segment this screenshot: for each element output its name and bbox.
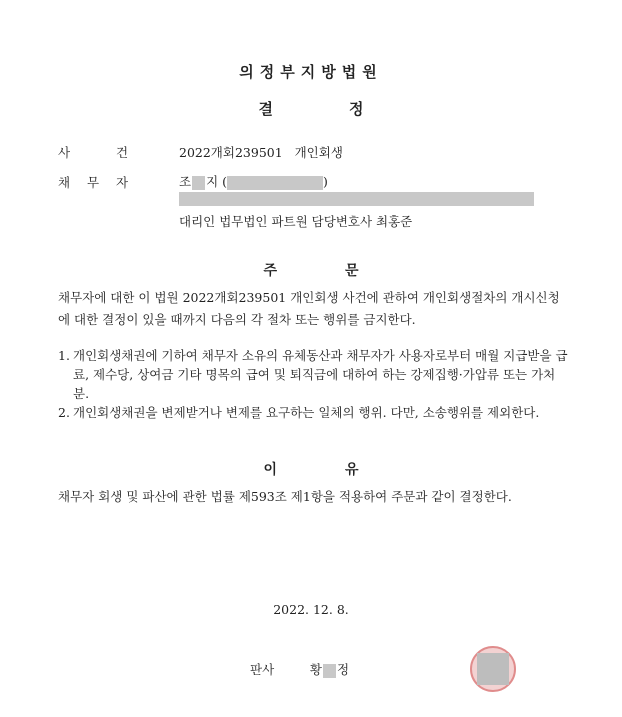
order-item-text: 개인회생채권에 기하여 채무자 소유의 유체동산과 채무자가 사용자로부터 매월 지급받을 급료, 제수당, 상여금 기타 명목의 급여 및 퇴직금에 대하여 하는 강제집행·가압류 또는 가처분.	[73, 348, 568, 401]
decision-date: 2022. 12. 8.	[273, 602, 349, 617]
case-label-char-3: 건	[116, 145, 129, 160]
reason-heading-left: 이	[263, 462, 277, 478]
order-item	[58, 403, 568, 422]
court-name: 의정부지방법원	[239, 63, 383, 81]
court-seal-stamp	[470, 646, 516, 692]
judge-name-first: 황	[309, 662, 322, 677]
reason-heading	[0, 459, 622, 479]
case-label	[58, 143, 145, 161]
order-item-number: 1.	[58, 348, 70, 363]
order-heading	[0, 260, 622, 280]
judge-name-last: 정	[337, 662, 350, 677]
redacted-id-number	[227, 176, 323, 190]
debtor-label-char-2: 무	[87, 175, 100, 190]
judge-title: 판사	[250, 662, 275, 677]
order-intro: 채무자에 대한 이 법원 2022개회239501 개인회생 사건에 관하여 개인회생절차의 개시신청에 대한 결정이 있을 때까지 다음의 각 절차 또는 행위를 금지한다.	[58, 290, 560, 327]
document-title	[0, 98, 622, 119]
order-list	[58, 346, 568, 422]
debtor-name-first: 조	[179, 174, 192, 189]
redacted-name-char	[192, 176, 205, 190]
reason-heading-right: 유	[345, 462, 359, 478]
document-title-left: 결	[258, 100, 273, 118]
redacted-seal	[477, 653, 509, 685]
debtor-label-char-1: 채	[58, 175, 71, 190]
reason-text: 채무자 회생 및 파산에 관한 법률 제593조 제1항을 적용하여 주문과 같이 결정한다.	[58, 489, 512, 504]
case-number: 2022개회239501	[179, 145, 283, 160]
order-item	[58, 346, 568, 403]
order-item-number: 2.	[58, 405, 70, 420]
debtor-agent: 대리인 법무법인 파트원 담당변호사 최홍준	[179, 214, 413, 229]
case-type: 개인회생	[294, 145, 343, 160]
redacted-judge-name-char	[323, 664, 336, 678]
redacted-address	[179, 192, 534, 206]
debtor-value	[179, 172, 328, 190]
debtor-label-char-3: 자	[116, 175, 129, 190]
debtor-name-last: 지	[206, 174, 219, 189]
case-label-char-1: 사	[58, 145, 71, 160]
case-value	[179, 143, 343, 161]
debtor-paren-open: (	[222, 174, 228, 189]
order-heading-left: 주	[263, 263, 277, 279]
order-item-text: 개인회생채권을 변제받거나 변제를 요구하는 일체의 행위. 다만, 소송행위를 제외한다.	[73, 405, 540, 420]
judge-signature-line	[250, 660, 349, 678]
order-heading-right: 문	[345, 263, 359, 279]
document-title-right: 정	[349, 100, 364, 118]
debtor-label	[58, 173, 145, 191]
debtor-paren-close: )	[323, 174, 328, 189]
